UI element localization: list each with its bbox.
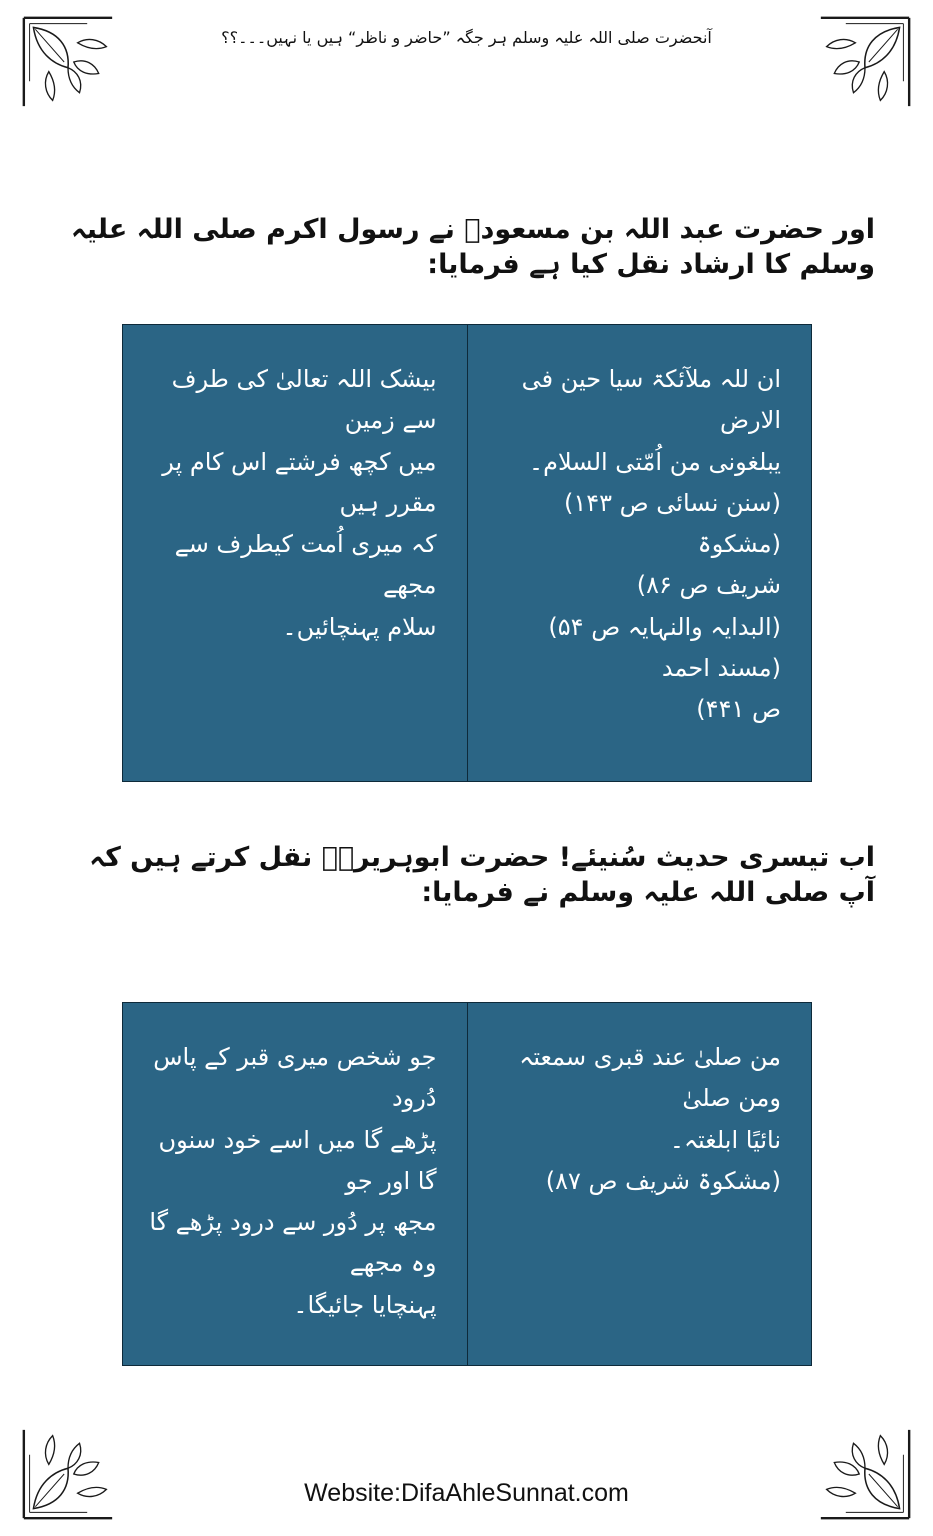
hadith-2-translation-line: مجھ پر دُور سے درود پڑھے گا وہ مجھے (149, 1208, 437, 1278)
page-header-title: آنحضرت صلی اللہ علیہ وسلم ہر جگہ ”حاضر و ناظر“ ہیں یا نہیں۔۔۔؟؟ (221, 28, 712, 47)
hadith-1-arabic-line: ان للہ ملآئکۃ سیا حین فی الارض (521, 365, 781, 435)
website-footer: Website:DifaAhleSunnat.com (304, 1479, 629, 1507)
hadith-2-translation-line: پڑھے گا میں اسے خود سنوں گا اور جو (158, 1125, 437, 1195)
hadith-2-translation-line: جو شخص میری قبر کے پاس دُرود (153, 1043, 437, 1113)
ornament-icon (817, 14, 913, 110)
hadith-panel-2 (122, 1002, 812, 1366)
hadith-1-translation-line: سلام پہنچائیں۔ (282, 612, 437, 641)
hadith-1-arabic-line: یبلغونی من اُمّتی السلام۔ (529, 447, 781, 476)
corner-ornament-top-left (20, 14, 116, 110)
hadith-1-translation-cell (123, 325, 467, 781)
hadith-2-arabic-line: من صلیٰ عند قبری سمعتہ ومن صلیٰ (519, 1043, 781, 1113)
hadith-2-translation-cell (123, 1003, 467, 1365)
hadith-1-translation-line: میں کچھ فرشتے اس کام پر مقرر ہیں (162, 447, 437, 517)
hadith-2-reference: (مشکوۃ شریف ص ۸۷) (545, 1166, 781, 1195)
ornament-icon (20, 14, 116, 110)
hadith-1-reference: شریف ص ۸۶) (636, 571, 781, 600)
hadith-1-translation-line: کہ میری اُمت کیطرف سے مجھے (174, 530, 437, 600)
hadith-2-translation-line: پہنچایا جائیگا۔ (293, 1290, 437, 1319)
hadith-panel-1 (122, 324, 812, 782)
hadith-2-arabic-cell (467, 1003, 812, 1365)
corner-ornament-top-right (817, 14, 913, 110)
hadith-1-reference: (سنن نسائی ص ۱۴۳)(مشکوۃ (563, 488, 781, 559)
section2-intro: اب تیسری حدیث سُنیئے! حضرت ابوہریرہؓ نقل کرتے ہیں کہ آپ صلی اللہ علیہ وسلم نے فرمایا: (89, 842, 875, 909)
hadith-1-reference: ص ۴۴۱) (696, 695, 781, 724)
hadith-1-arabic-cell (467, 325, 812, 781)
hadith-1-translation-line: بیشک اللہ تعالیٰ کی طرف سے زمین (171, 365, 437, 435)
section1-intro: اور حضرت عبد اللہ بن مسعودؓ نے رسول اکرم صلی اللہ علیہ وسلم کا ارشاد نقل کیا ہے فرمایا: (70, 214, 875, 281)
hadith-1-reference: (البدایہ والنہایہ ص ۵۴)(مسند احمد (548, 612, 781, 682)
hadith-2-arabic-line: نائیًا ابلغتہ۔ (669, 1125, 781, 1154)
